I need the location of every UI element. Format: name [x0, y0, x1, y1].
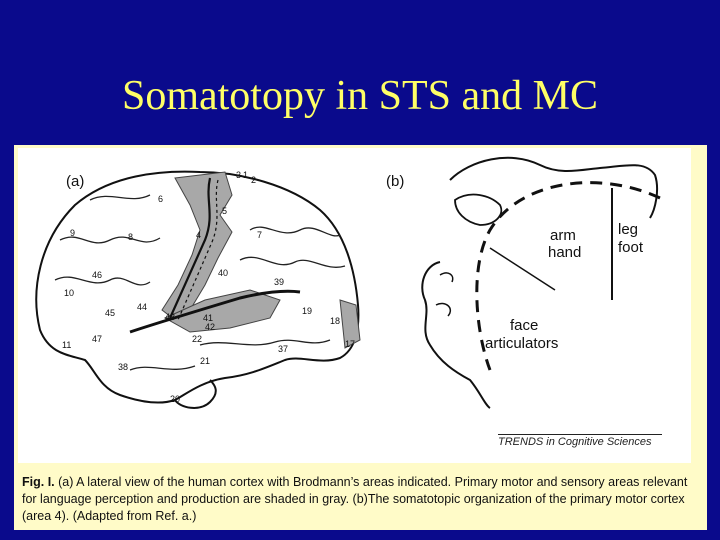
area-label: 8	[128, 232, 134, 242]
area-label: 17	[345, 339, 356, 349]
area-label: 41	[203, 313, 214, 323]
articulators-label: articulators	[485, 335, 559, 352]
face-articulators-label	[485, 317, 558, 352]
area-label: 38	[118, 362, 129, 372]
bottom-strip	[0, 530, 720, 540]
leg-label: leg	[618, 221, 639, 238]
area-label: 11	[62, 340, 72, 350]
panel-a-label: (a)	[66, 173, 85, 190]
area-label: 3	[236, 170, 242, 180]
area-label: 21	[200, 356, 211, 366]
slide-title: Somatotopy in STS and MC	[121, 73, 599, 119]
hand-label: hand	[548, 244, 582, 261]
area-label: 19	[302, 306, 313, 316]
arm-hand-label	[548, 227, 581, 261]
area-label: 40	[218, 268, 229, 278]
face-label: face	[510, 317, 539, 334]
foot-label: foot	[618, 239, 644, 256]
caption-label: Fig. I.	[22, 475, 55, 489]
area-label: 7	[257, 230, 263, 240]
area-label: 43	[165, 312, 176, 322]
leg-foot-label	[618, 221, 644, 256]
area-label: 2	[251, 175, 257, 185]
area-label: 4	[196, 230, 202, 240]
figure-source: TRENDS in Cognitive Sciences	[498, 434, 662, 448]
area-label: 6	[158, 194, 164, 204]
figure-caption	[22, 474, 692, 525]
area-label: 22	[192, 334, 203, 344]
arm-label: arm	[550, 227, 576, 244]
area-label: 37	[278, 344, 289, 354]
caption-text: (a) A lateral view of the human cortex with Brodmann’s areas indicated. Primary motor and sensory areas relevant for language perception and production are shaded in gray. (b)The somatotopic organization of the primary motor cortex (area 4). (Adapted from Ref. a.)	[22, 475, 688, 523]
area-label: 47	[92, 334, 103, 344]
area-label: 44	[137, 302, 148, 312]
area-label: 18	[330, 316, 341, 326]
motor-homunculus-illustration	[422, 158, 660, 408]
area-label: 5	[222, 206, 228, 216]
area-label: 46	[92, 270, 103, 280]
area-label: 1	[243, 170, 249, 180]
area-label: 42	[205, 322, 216, 332]
area-label: 10	[64, 288, 75, 298]
area-label: 20	[170, 394, 181, 404]
area-label: 9	[70, 228, 76, 238]
area-label: 45	[105, 308, 116, 318]
area-label: 39	[274, 277, 285, 287]
panel-b-label: (b)	[386, 173, 405, 190]
